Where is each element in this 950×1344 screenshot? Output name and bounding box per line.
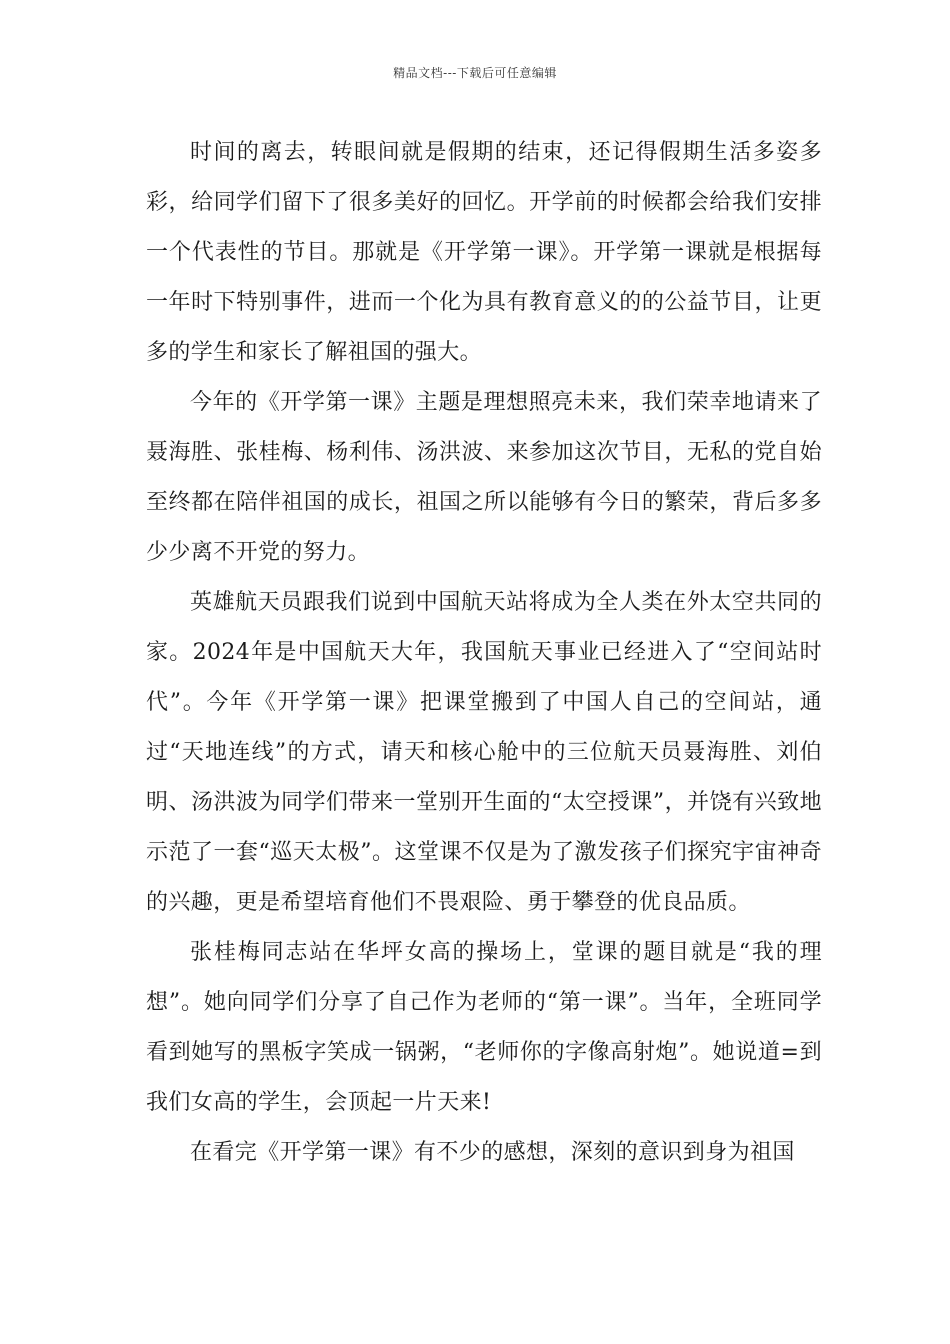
document-body bbox=[146, 128, 822, 1178]
paragraph-1: 时间的离去，转眼间就是假期的结束，还记得假期生活多姿多彩，给同学们留下了很多美好的回忆。开学前的时候都会给我们安排一个代表性的节目。那就是《开学第一课》。开学第一课就是根据每一年时下特别事件，进而一个化为具有教育意义的的公益节目，让更多的学生和家长了解祖国的强大。 bbox=[146, 140, 822, 365]
paragraph-5: 在看完《开学第一课》有不少的感想，深刻的意识到身为祖国 bbox=[190, 1140, 795, 1165]
paragraph-2: 今年的《开学第一课》主题是理想照亮未来，我们荣幸地请来了聂海胜、张桂梅、杨利伟、汤洪波、来参加这次节目，无私的党自始至终都在陪伴祖国的成长，祖国之所以能够有今日的繁荣，背后多多少少离不开党的努力。 bbox=[146, 390, 822, 565]
paragraph-3: 英雄航天员跟我们说到中国航天站将成为全人类在外太空共同的家。2024年是中国航天大年，我国航天事业已经进入了“空间站时代”。今年《开学第一课》把课堂搬到了中国人自己的空间站，通过“天地连线”的方式，请天和核心舱中的三位航天员聂海胜、刘伯明、汤洪波为同学们带来一堂别开生面的“太空授课”，并饶有兴致地示范了一套“巡天太极”。这堂课不仅是为了激发孩子们探究宇宙神奇的兴趣，更是希望培育他们不畏艰险、勇于攀登的优良品质。 bbox=[146, 590, 822, 915]
paragraph-4: 张桂梅同志站在华坪女高的操场上，堂课的题目就是“我的理想”。她向同学们分享了自己作为老师的“第一课”。当年，全班同学看到她写的黑板字笑成一锅粥，“老师你的字像高射炮”。她说道=到我们女高的学生，会顶起一片天来! bbox=[146, 940, 822, 1115]
page-header: 精品文档---下载后可任意编辑 bbox=[393, 66, 557, 80]
